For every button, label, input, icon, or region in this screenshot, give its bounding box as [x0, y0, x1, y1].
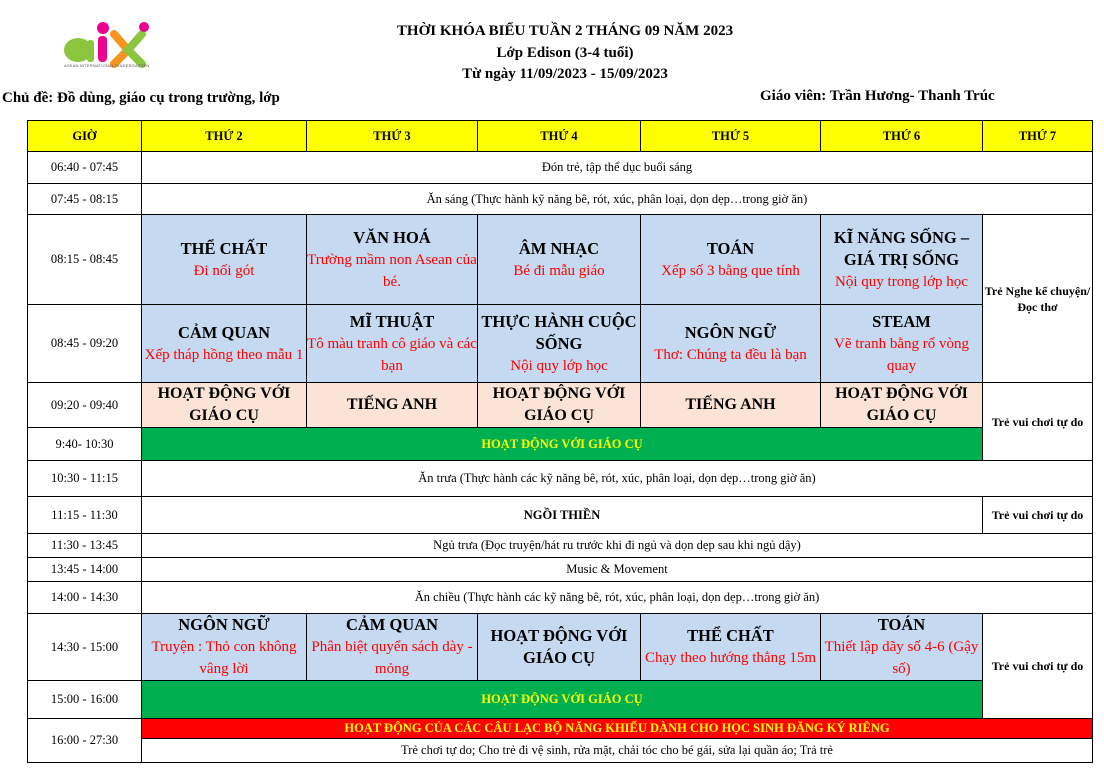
lesson-cell — [307, 215, 478, 305]
activity-cell: Music & Movement — [142, 558, 1093, 582]
subject: THỰC HÀNH CUỘC SỐNG — [481, 311, 637, 353]
col-tue: THỨ 3 — [307, 121, 478, 152]
subject: NGÔN NGỮ — [684, 322, 777, 342]
activity: Trường mầm non Asean của bé. — [307, 251, 477, 290]
subject: TOÁN — [877, 615, 926, 634]
time-cell: 08:45 - 09:20 — [28, 305, 142, 383]
activity-cell: Ngủ trưa (Đọc truyện/hát ru trước khi đi ngủ và dọn dẹp sau khi ngủ dậy) — [142, 534, 1093, 558]
subject: VĂN HOÁ — [353, 227, 431, 247]
table-row — [28, 719, 1093, 739]
lesson-cell — [478, 614, 641, 681]
header-row — [28, 121, 1093, 152]
school-logo — [58, 18, 158, 80]
activity: Vẽ tranh bằng rổ vòng quay — [834, 335, 969, 374]
time-cell: 11:30 - 13:45 — [28, 534, 142, 558]
time-cell: 16:00 - 27:30 — [28, 719, 142, 763]
activity: Xếp tháp hồng theo mẫu 1 — [144, 346, 304, 363]
activity: Tô màu tranh cô giáo và các bạn — [307, 335, 477, 374]
time-cell: 06:40 - 07:45 — [28, 152, 142, 184]
lesson-cell — [142, 305, 307, 383]
table-row — [28, 534, 1093, 558]
activity: Thơ: Chúng ta đều là bạn — [654, 346, 807, 363]
col-mon: THỨ 2 — [142, 121, 307, 152]
lesson-cell — [821, 614, 983, 681]
activity: Truyện : Thỏ con không vâng lời — [151, 639, 297, 677]
col-wed: THỨ 4 — [478, 121, 641, 152]
time-cell: 15:00 - 16:00 — [28, 681, 142, 719]
saturday-cell: Trẻ vui chơi tự do — [983, 614, 1093, 719]
table-row — [28, 461, 1093, 497]
lesson-cell — [478, 215, 641, 305]
saturday-cell: Trẻ vui chơi tự do — [983, 497, 1093, 534]
col-time: GIỜ — [28, 121, 142, 152]
activity-cell: Trẻ chơi tự do; Cho trẻ đi vệ sinh, rửa mặt, chải tóc cho bé gái, sửa lại quần áo; Trả trẻ — [142, 739, 1093, 763]
subject: KĨ NĂNG SỐNG – GIÁ TRỊ SỐNG — [833, 227, 970, 269]
activity-cell: Ăn trưa (Thực hành các kỹ năng bê, rót, xúc, phân loại, dọn dẹp…trong giờ ăn) — [142, 461, 1093, 497]
activity-cell: NGỒI THIỀN — [142, 497, 983, 534]
table-row — [28, 152, 1093, 184]
table-row — [28, 739, 1093, 763]
subject: TOÁN — [706, 238, 755, 258]
time-cell: 10:30 - 11:15 — [28, 461, 142, 497]
time-cell: 13:45 - 14:00 — [28, 558, 142, 582]
lesson-cell — [478, 305, 641, 383]
table-row — [28, 681, 1093, 719]
activity: Thiết lập dãy số 4-6 (Gậy số) — [824, 639, 979, 677]
lesson-cell: HOẠT ĐỘNG VỚI GIÁO CỤ — [821, 383, 983, 428]
topic: Chủ đề: Đồ dùng, giáo cụ trong trường, lớp — [2, 90, 280, 106]
activity-cell: Ăn chiều (Thực hành các kỹ năng bê, rót, xúc, phân loại, dọn dẹp…trong giờ ăn) — [142, 582, 1093, 614]
col-thu: THỨ 5 — [641, 121, 821, 152]
time-cell: 9:40- 10:30 — [28, 428, 142, 461]
activity: Nội quy lớp học — [510, 357, 608, 374]
activity: Đi nối gót — [193, 262, 255, 279]
lesson-cell — [641, 614, 821, 681]
table-row — [28, 582, 1093, 614]
subject: STEAM — [872, 311, 931, 331]
lesson-cell: HOẠT ĐỘNG VỚI GIÁO CỤ — [478, 383, 641, 428]
table-row — [28, 428, 1093, 461]
activity-cell: Ăn sáng (Thực hành kỹ năng bê, rót, xúc, phân loại, dọn dẹp…trong giờ ăn) — [142, 184, 1093, 215]
lesson-cell — [307, 305, 478, 383]
date-range: Từ ngày 11/09/2023 - 15/09/2023 — [462, 66, 668, 82]
page-title: THỜI KHÓA BIỂU TUẦN 2 THÁNG 09 NĂM 2023 — [396, 23, 734, 39]
table-row — [28, 184, 1093, 215]
subject: THỂ CHẤT — [180, 238, 268, 258]
lesson-cell: HOẠT ĐỘNG VỚI GIÁO CỤ — [142, 383, 307, 428]
table-row — [28, 558, 1093, 582]
activity-cell: HOẠT ĐỘNG VỚI GIÁO CỤ — [142, 428, 983, 461]
club-banner: HOẠT ĐỘNG CỦA CÁC CÂU LẠC BỘ NĂNG KHIẾU DÀNH CHO HỌC SINH ĐĂNG KÝ RIÊNG — [142, 719, 1093, 739]
activity: Chạy theo hướng thẳng 15m — [644, 650, 817, 666]
time-cell: 11:15 - 11:30 — [28, 497, 142, 534]
col-fri: THỨ 6 — [821, 121, 983, 152]
saturday-cell: Trẻ Nghe kể chuyện/Đọc thơ — [983, 215, 1093, 383]
lesson-cell — [641, 305, 821, 383]
activity: Phân biệt quyển sách dày - mỏng — [311, 639, 473, 677]
lesson-cell — [142, 215, 307, 305]
logo-caption: ASEAN INTERNATIONAL KINDERGARTEN — [64, 63, 150, 68]
activity-cell: Đón trẻ, tập thể dục buổi sáng — [142, 152, 1093, 184]
table-row — [28, 215, 1093, 305]
subject: NGÔN NGỮ — [178, 615, 270, 634]
lesson-cell — [307, 614, 478, 681]
subject: ÂM NHẠC — [518, 238, 600, 258]
subject: HOẠT ĐỘNG VỚI GIÁO CỤ — [490, 626, 628, 667]
lesson-cell: TIẾNG ANH — [641, 383, 821, 428]
table-row — [28, 497, 1093, 534]
time-cell: 07:45 - 08:15 — [28, 184, 142, 215]
timetable — [27, 120, 1093, 763]
subject: THỂ CHẤT — [687, 626, 774, 645]
lesson-cell — [142, 614, 307, 681]
time-cell: 14:00 - 14:30 — [28, 582, 142, 614]
time-cell: 09:20 - 09:40 — [28, 383, 142, 428]
activity: Nội quy trong lớp học — [835, 273, 968, 290]
table-row — [28, 383, 1093, 428]
table-row — [28, 614, 1093, 681]
subject: CẢM QUAN — [345, 615, 439, 634]
saturday-cell: Trẻ vui chơi tự do — [983, 383, 1093, 461]
time-cell: 14:30 - 15:00 — [28, 614, 142, 681]
lesson-cell — [821, 215, 983, 305]
activity: Xếp số 3 bằng que tính — [661, 262, 800, 279]
activity-cell: HOẠT ĐỘNG VỚI GIÁO CỤ — [142, 681, 983, 719]
subject: CẢM QUAN — [177, 322, 271, 342]
lesson-cell — [641, 215, 821, 305]
activity: Bé đi mẫu giáo — [513, 262, 605, 279]
table-row — [28, 305, 1093, 383]
subject: MĨ THUẬT — [349, 311, 435, 331]
lesson-cell: TIẾNG ANH — [307, 383, 478, 428]
col-sat: THỨ 7 — [983, 121, 1093, 152]
class-name: Lớp Edison (3-4 tuổi) — [496, 45, 634, 61]
teacher: Giáo viên: Trần Hương- Thanh Trúc — [760, 88, 995, 104]
time-cell: 08:15 - 08:45 — [28, 215, 142, 305]
lesson-cell — [821, 305, 983, 383]
